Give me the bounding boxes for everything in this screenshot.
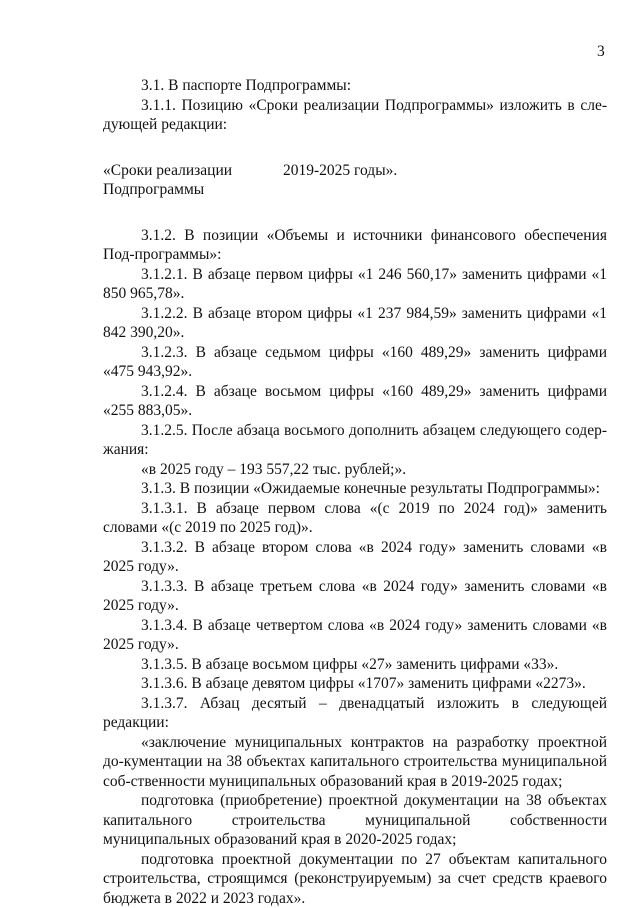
paragraph-3-1: 3.1. В паспорте Подпрограммы: xyxy=(103,76,607,96)
paragraph-3-1-2-4: 3.1.2.4. В абзаце восьмом цифры «160 489,29» заменить цифрами «255 883,05». xyxy=(103,382,607,421)
spacer xyxy=(103,200,607,226)
page-number: 3 xyxy=(597,42,605,62)
paragraph-3-1-1: 3.1.1. Позицию «Сроки реализации Подпрограммы» изложить в сле-дующей редакции: xyxy=(103,96,607,135)
term-value: 2019-2025 годы». xyxy=(283,161,607,200)
paragraph-3-1-3-5: 3.1.3.5. В абзаце восьмом цифры «27» заменить цифрами «33». xyxy=(103,655,607,675)
paragraph-3-1-3-3: 3.1.3.3. В абзаце третьем слова «в 2024 году» заменить словами «в 2025 году». xyxy=(103,577,607,616)
paragraph-3-1-2-2: 3.1.2.2. В абзаце втором цифры «1 237 984,59» заменить цифрами «1 842 390,20». xyxy=(103,304,607,343)
paragraph-3-1-3-6: 3.1.3.6. В абзаце девятом цифры «1707» заменить цифрами «2273». xyxy=(103,674,607,694)
paragraph-3-1-2-1: 3.1.2.1. В абзаце первом цифры «1 246 560,17» заменить цифрами «1 850 965,78». xyxy=(103,265,607,304)
paragraph-3-1-2-5: 3.1.2.5. После абзаца восьмого дополнить абзацем следующего содер-жания: xyxy=(103,421,607,460)
term-label xyxy=(103,161,283,200)
paragraph-quote-2025: «в 2025 году – 193 557,22 тыс. рублей;». xyxy=(103,460,607,480)
paragraph-3-1-3-2: 3.1.3.2. В абзаце втором слова «в 2024 году» заменить словами «в 2025 году». xyxy=(103,538,607,577)
paragraph-3-1-2: 3.1.2. В позиции «Объемы и источники финансового обеспечения Под-программы»: xyxy=(103,226,607,265)
spacer xyxy=(103,135,607,161)
paragraph-3-1-3-4: 3.1.3.4. В абзаце четвертом слова «в 2024 году» заменить словами «в 2025 году». xyxy=(103,616,607,655)
paragraph-3-1-3-1: 3.1.3.1. В абзаце первом слова «(с 2019 по 2024 год)» заменить словами «(с 2019 по 2025 год)». xyxy=(103,499,607,538)
paragraph-3-1-3: 3.1.3. В позиции «Ожидаемые конечные результаты Подпрограммы»: xyxy=(103,479,607,499)
paragraph-3-1-2-3: 3.1.2.3. В абзаце седьмом цифры «160 489,29» заменить цифрами «475 943,92». xyxy=(103,343,607,382)
paragraph-quote-design: подготовка проектной документации по 27 объектам капитального строительства, строящимся (реконструируемым) за счет средств краевого бюджета в 2022 и 2023 годах». xyxy=(103,850,607,908)
term-block xyxy=(103,161,607,200)
term-label-line2: Подпрограммы xyxy=(103,180,283,200)
term-label-line1: «Сроки реализации xyxy=(103,161,283,181)
paragraph-quote-contracts: «заключение муниципальных контрактов на разработку проектной до-кументации на 38 объектах капитального строительства муниципальной соб-ственности муниципальных образований края в 2019-2025 годах; xyxy=(103,733,607,792)
paragraph-3-1-3-7: 3.1.3.7. Абзац десятый – двенадцатый изложить в следующей редакции: xyxy=(103,694,607,733)
paragraph-quote-preparation: подготовка (приобретение) проектной документации на 38 объектах капитального строительства муниципальной собственности муниципальных образований края в 2020-2025 годах; xyxy=(103,791,607,850)
document-body xyxy=(103,76,607,908)
